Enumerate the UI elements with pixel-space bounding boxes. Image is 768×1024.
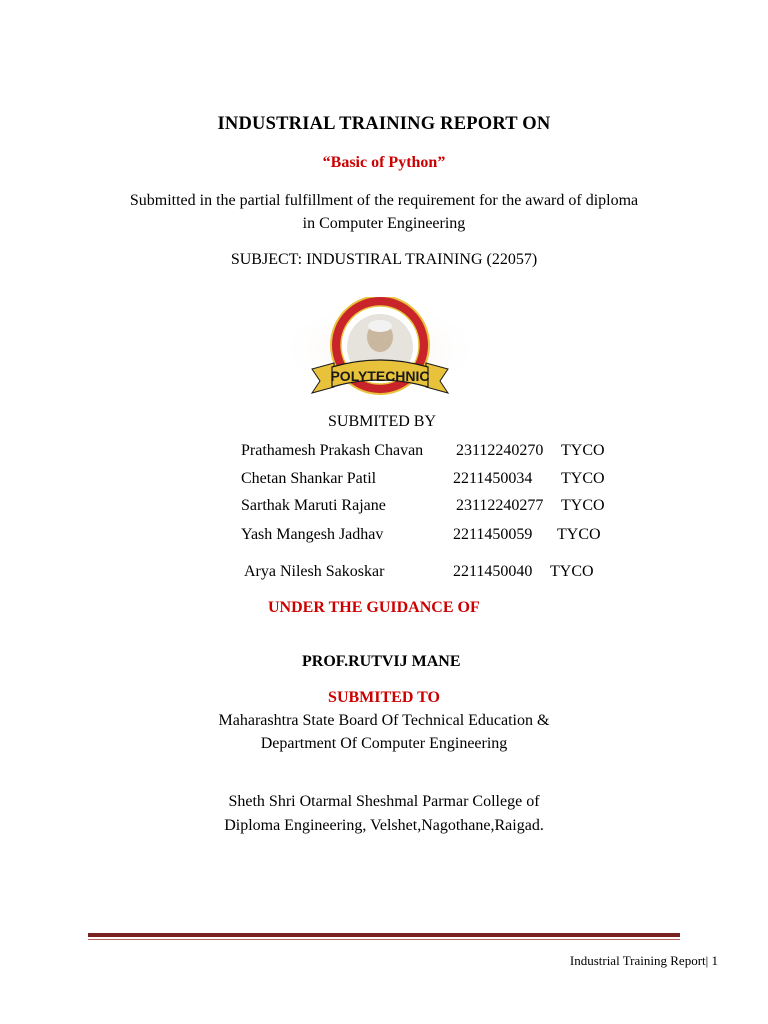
page-footer: Industrial Training Report| 1 bbox=[569, 953, 718, 968]
student-class: TYCO bbox=[561, 470, 605, 487]
college-line-2: Diploma Engineering, Velshet,Nagothane,Raigad. bbox=[224, 817, 544, 834]
board-line-2: Department Of Computer Engineering bbox=[260, 735, 508, 752]
student-id: 2211450034 bbox=[453, 470, 533, 487]
student-class: TYCO bbox=[561, 497, 605, 514]
footer-divider-thin bbox=[88, 939, 680, 940]
student-class: TYCO bbox=[557, 526, 601, 543]
student-class: TYCO bbox=[561, 442, 605, 459]
submitted-to-label: SUBMITED TO bbox=[328, 689, 440, 706]
description-line-1: Submitted in the partial fulfillment of the requirement for the award of diploma bbox=[129, 192, 639, 209]
submitted-by-label: SUBMITED BY bbox=[328, 413, 437, 430]
student-id: 23112240277 bbox=[456, 497, 544, 514]
student-id: 23112240270 bbox=[456, 442, 544, 459]
subject-line: SUBJECT: INDUSTIRAL TRAINING (22057) bbox=[230, 251, 538, 268]
report-title: INDUSTRIAL TRAINING REPORT ON bbox=[217, 114, 551, 134]
report-topic: “Basic of Python” bbox=[322, 154, 446, 171]
board-line-1: Maharashtra State Board Of Technical Education & bbox=[218, 712, 550, 729]
student-name: Sarthak Maruti Rajane bbox=[241, 497, 386, 514]
student-id: 2211450059 bbox=[453, 526, 533, 543]
student-name: Prathamesh Prakash Chavan bbox=[241, 442, 424, 459]
polytechnic-emblem-icon bbox=[276, 297, 484, 407]
logo-banner-text: POLYTECHNIC bbox=[330, 368, 430, 384]
student-id: 2211450040 bbox=[453, 563, 533, 580]
guidance-label: UNDER THE GUIDANCE OF bbox=[268, 599, 480, 616]
college-line-1: Sheth Shri Otarmal Sheshmal Parmar College of bbox=[228, 793, 540, 810]
guide-name: PROF.RUTVIJ MANE bbox=[302, 653, 461, 670]
student-name: Arya Nilesh Sakoskar bbox=[244, 563, 385, 580]
student-class: TYCO bbox=[550, 563, 594, 580]
student-name: Yash Mangesh Jadhav bbox=[241, 526, 384, 543]
student-name: Chetan Shankar Patil bbox=[241, 470, 377, 487]
svg-text:.: . bbox=[379, 391, 381, 396]
description-line-2: in Computer Engineering bbox=[302, 215, 466, 232]
footer-divider bbox=[88, 933, 680, 937]
